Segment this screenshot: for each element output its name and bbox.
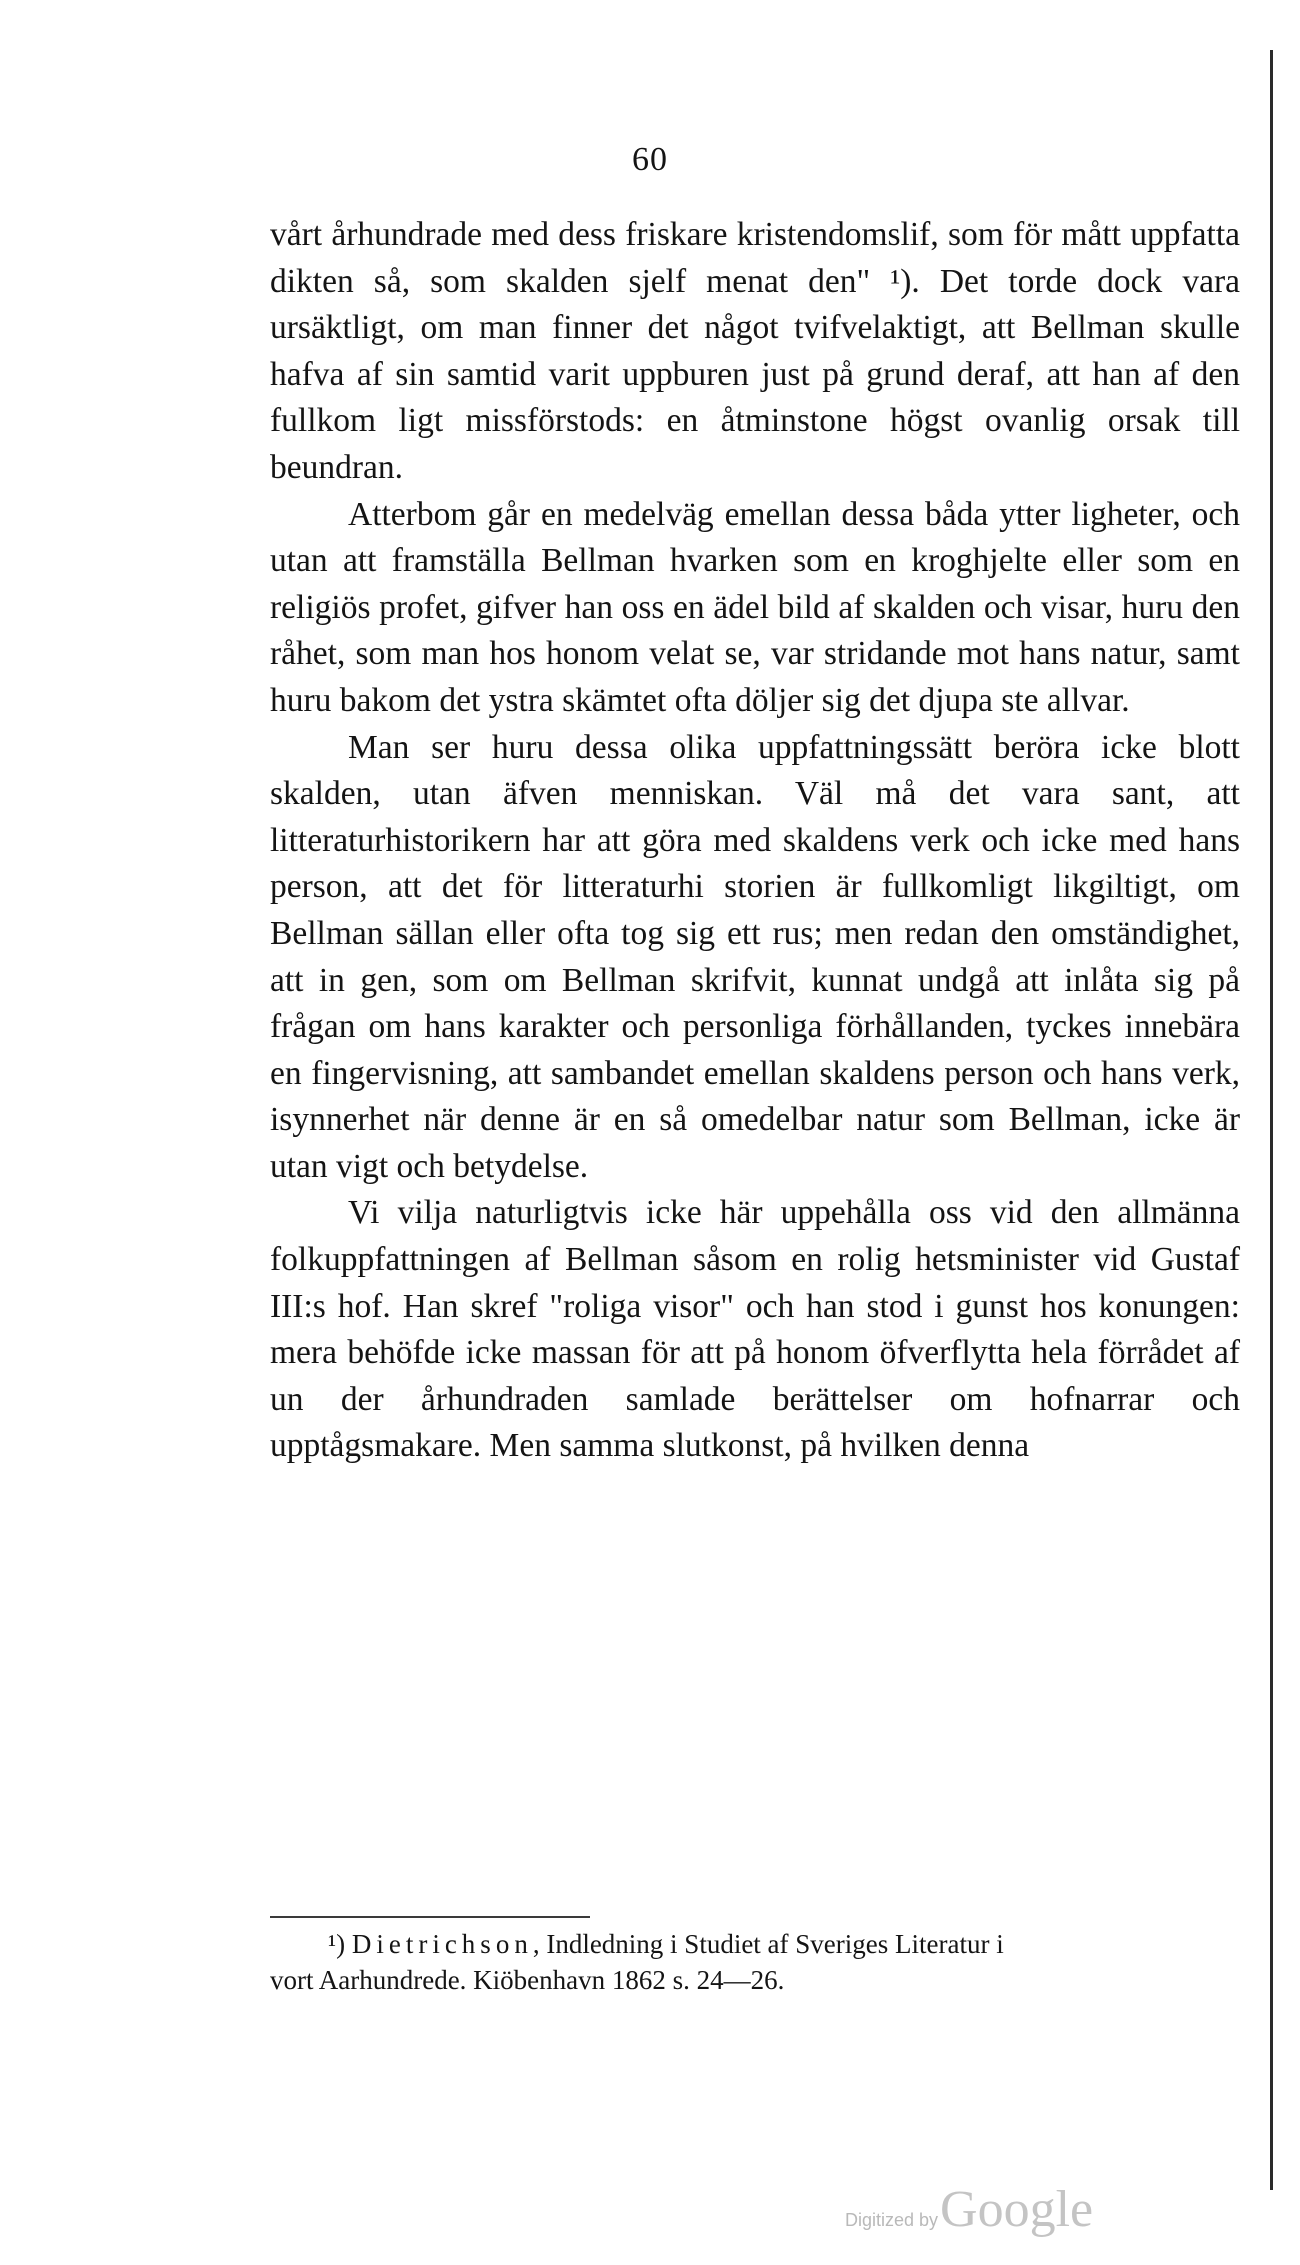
text-line: ligt missförstods: en åtminstone högst ovanlig orsak till bbox=[398, 402, 1241, 440]
text-line: der århundraden samlade berättelser om hofnarrar och bbox=[340, 1380, 1241, 1418]
page-edge-line bbox=[1270, 50, 1273, 2190]
text-line: och betydelse. bbox=[396, 1147, 589, 1185]
text-line: på frågan om hans karakter och personliga förhållanden, bbox=[270, 961, 1241, 1046]
text-line: och han stod i gunst hos konungen: mera behöfde icke bbox=[270, 1287, 1240, 1372]
watermark-prefix: Digitized by bbox=[845, 2210, 939, 2230]
text-line: Man ser huru dessa olika uppfattningssätt beröra icke bbox=[348, 728, 1179, 766]
text-line: skaldens person och hans verk, isynnerhet när denne är bbox=[270, 1054, 1240, 1139]
footnote bbox=[270, 1926, 1240, 1998]
text-line: beundran. bbox=[270, 448, 404, 486]
text-line: storien är fullkomligt likgiltigt, om Bellman sällan eller bbox=[270, 868, 1240, 952]
text-line: gen, som om Bellman skrifvit, kunnat undgå att inlåta sig bbox=[360, 961, 1209, 999]
body-text bbox=[270, 212, 1240, 1470]
text-line: vårt århundrade med dess friskare kristendomslif, som för bbox=[270, 216, 1053, 253]
text-line: hos honom velat se, var stridande mot hans natur, samt bbox=[489, 635, 1240, 673]
text-line: massan för att på honom öfverflytta hela förrådet af un bbox=[270, 1334, 1240, 1418]
text-line: Atterbom går en medelväg emellan dessa båda ytter bbox=[348, 495, 1061, 533]
text-line: ligheter, och utan att framställa Bellman hvarken som en bbox=[270, 495, 1241, 580]
text-line: hetsminister vid Gustaf III:s hof. Han skref "roliga visor" bbox=[270, 1241, 1241, 1325]
text-line: huru bakom det ystra skämtet ofta döljer sig det djupa bbox=[270, 681, 993, 719]
paragraph-2 bbox=[270, 492, 1240, 725]
footnote-author: Dietrichson bbox=[351, 1929, 533, 1959]
footnote-citation: , Indledning i Studiet af Sveriges Literatur i bbox=[532, 1929, 1004, 1959]
paragraph-1 bbox=[270, 212, 1240, 492]
digitized-by-google-watermark bbox=[845, 2180, 1093, 2240]
footnote-marker: ¹) bbox=[328, 1929, 346, 1959]
footnote-line-2: vort Aarhundrede. Kiöbenhavn 1862 s. 24—26. bbox=[270, 1965, 785, 1995]
text-line: verk och icke med hans person, att det för litteraturhi bbox=[270, 821, 1240, 906]
text-line: sant, att litteraturhistorikern har att göra med skaldens bbox=[270, 775, 1240, 859]
footnote-line-1 bbox=[270, 1926, 1240, 1962]
text-line: ste allvar. bbox=[1001, 681, 1130, 719]
text-line: Det torde dock vara ursäktligt, om man finner det något bbox=[270, 262, 1240, 347]
text-line: blott skalden, utan äfven menniskan. Väl må det vara bbox=[270, 728, 1240, 813]
text-line: ädel bild af skalden och visar, huru den råhet, som man bbox=[270, 588, 1240, 673]
text-line: tyckes innebära en fingervisning, att sambandet emellan bbox=[270, 1008, 1240, 1092]
footnote-rule bbox=[270, 1916, 590, 1918]
text-line: en så omedelbar natur som Bellman, icke är utan vigt bbox=[270, 1101, 1240, 1185]
text-line: uppburen just på grund deraf, att han af den fullkom bbox=[270, 355, 1240, 440]
paragraph-4 bbox=[270, 1190, 1240, 1470]
text-line: allmänna folkuppfattningen af Bellman såsom en rolig bbox=[270, 1194, 1240, 1279]
text-line: mått uppfatta dikten så, som skalden sjelf menat den" ¹). bbox=[270, 216, 1240, 300]
text-line: ofta tog sig ett rus; men redan den omständighet, att in bbox=[270, 914, 1240, 999]
page-number: 60 bbox=[632, 141, 668, 178]
text-line: tvifvelaktigt, att Bellman skulle hafva af sin samtid varit bbox=[270, 309, 1241, 393]
text-line: kroghjelte eller som en religiös profet, gifver han oss en bbox=[270, 542, 1240, 626]
text-line: Vi vilja naturligtvis icke här uppehålla oss vid den bbox=[348, 1194, 1118, 1232]
text-line: upptågsmakare. Men samma slutkonst, på hvilken denna bbox=[270, 1427, 1030, 1465]
paragraph-3 bbox=[270, 725, 1240, 1191]
google-logo: Google bbox=[940, 2181, 1094, 2238]
